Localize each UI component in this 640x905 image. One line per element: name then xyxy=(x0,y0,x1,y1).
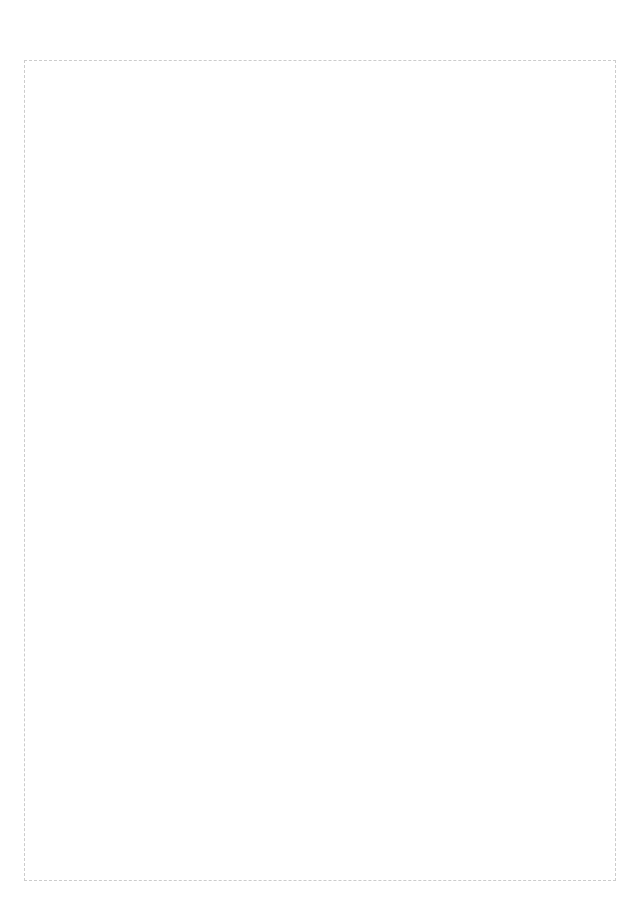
page-title xyxy=(24,24,616,48)
content-area xyxy=(24,60,616,881)
